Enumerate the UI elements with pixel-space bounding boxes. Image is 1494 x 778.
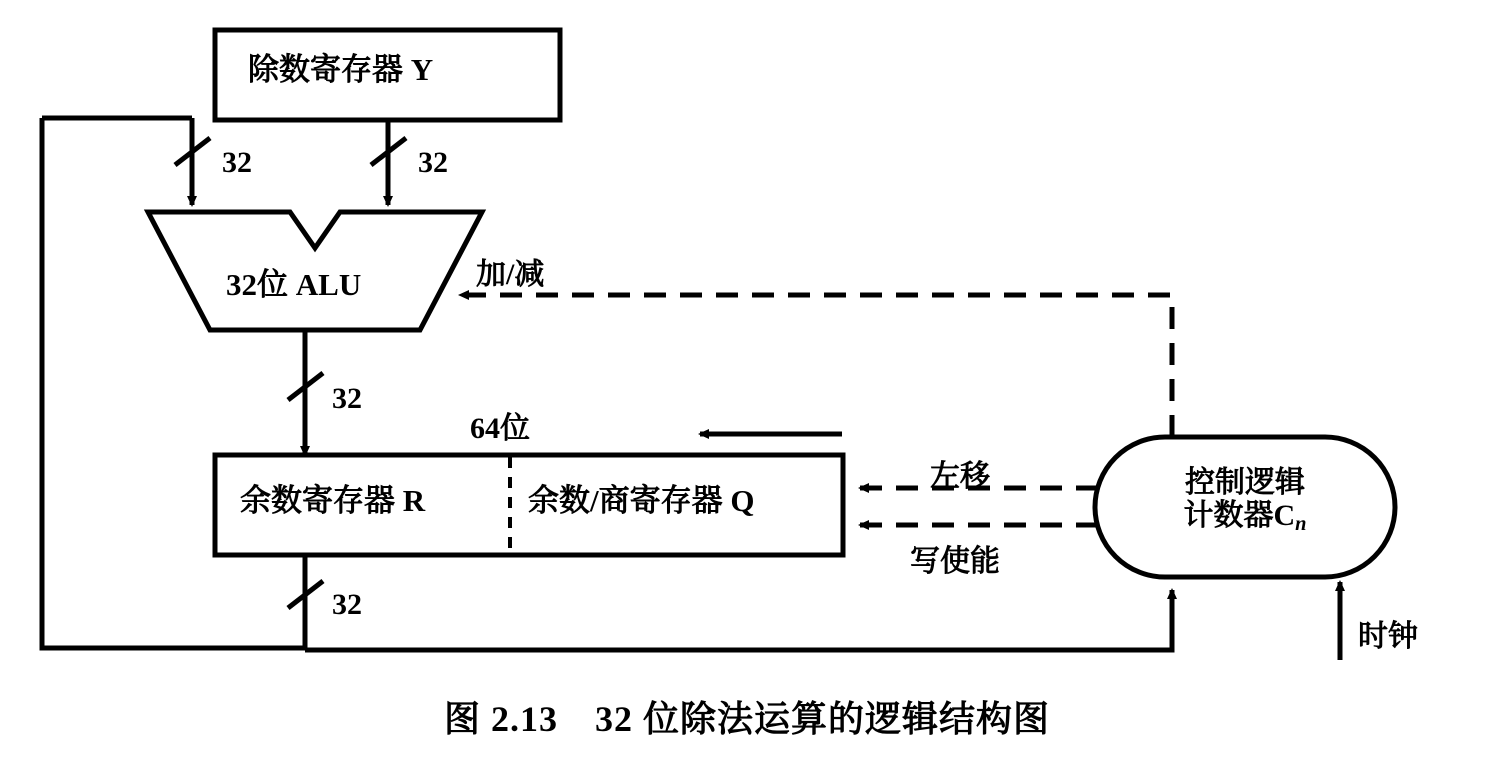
add-sub-signal-line [460,295,1172,437]
control-logic-subscript: n [1295,513,1307,536]
remainder-register-label: 余数寄存器 R [240,483,426,518]
bus-width-alu-out: 32 [332,382,362,415]
control-logic-line1: 控制逻辑 [1185,466,1305,499]
control-logic-line2: 计数器$C_n$ [1183,499,1307,536]
clock-label: 时钟 [1358,620,1418,653]
feedback-bus-left [42,118,305,648]
bus-width-r-out: 32 [332,588,362,621]
divisor-register-label: 除数寄存器 Y [248,52,434,87]
shift-left-label: 左移 [930,460,990,493]
write-enable-label: 写使能 [910,545,1000,578]
bus-width-y-left: 32 [222,146,252,179]
r-to-control-feedback [305,590,1172,650]
control-logic-label [1165,466,1325,536]
figure-caption: 图 2.13 32 位除法运算的逻辑结构图 [443,699,1051,739]
quotient-register-label: 余数/商寄存器 Q [528,483,755,518]
bus-width-total: 64位 [470,412,530,445]
add-sub-label: 加/减 [476,258,545,291]
bus-width-y-right: 32 [418,146,448,179]
alu-label: 32位 ALU [226,267,362,302]
